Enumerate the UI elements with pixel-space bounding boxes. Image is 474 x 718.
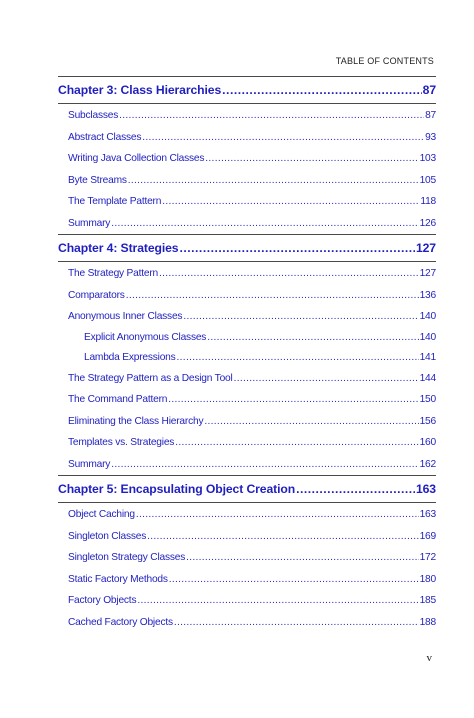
entry-label: Byte Streams [68, 174, 127, 186]
dot-leader [234, 368, 419, 390]
entry-label: Explicit Anonymous Classes [84, 331, 207, 343]
entry-page-number: 140 [419, 331, 436, 343]
entry-page-number: 105 [419, 174, 436, 186]
toc-entry[interactable] [58, 612, 436, 634]
toc-subentry[interactable] [58, 328, 436, 348]
dot-leader [177, 348, 419, 368]
toc-entry[interactable] [58, 285, 436, 307]
entry-label: Factory Objects [68, 595, 137, 606]
toc-entry[interactable] [58, 411, 436, 433]
entry-label: Subclasses [68, 110, 119, 121]
table-of-contents [58, 76, 436, 633]
dot-leader [142, 127, 424, 149]
toc-entry[interactable] [58, 170, 436, 192]
entry-page-number: 103 [419, 153, 436, 164]
toc-entry[interactable] [58, 504, 436, 526]
entry-page-number: 118 [420, 196, 436, 207]
entry-page-number: 172 [419, 552, 436, 563]
entry-page-number: 188 [419, 616, 436, 628]
entry-label: Summary [68, 458, 111, 470]
entry-label: The Command Pattern [68, 394, 168, 405]
toc-entry[interactable] [58, 127, 436, 149]
dot-leader [147, 526, 418, 548]
entry-page-number: 87 [425, 110, 436, 121]
entry-page-number: 185 [419, 595, 436, 606]
entry-label: Eliminating the Class Hierarchy [68, 415, 204, 427]
toc-chapter-3[interactable] [58, 77, 436, 103]
toc-entry[interactable] [58, 148, 436, 170]
entry-label: Abstract Classes [68, 131, 142, 143]
dot-leader [136, 504, 419, 526]
dot-leader [159, 263, 419, 285]
chapter-title: Chapter 3: Class Hierarchies [58, 83, 222, 97]
entry-label: Anonymous Inner Classes [68, 311, 183, 322]
entry-label: The Template Pattern [68, 196, 162, 207]
entry-label: Lambda Expressions [84, 351, 176, 363]
chapter-page-number: 127 [415, 241, 436, 255]
dot-leader [205, 148, 418, 170]
dot-leader [126, 285, 419, 307]
toc-chapter-4[interactable] [58, 235, 436, 261]
dot-leader [186, 547, 418, 569]
dot-leader [137, 590, 418, 612]
dot-leader [111, 454, 418, 476]
chapter-title: Chapter 4: Strategies [58, 241, 179, 255]
chapter-page-number: 87 [422, 83, 436, 97]
toc-entry[interactable] [58, 306, 436, 328]
dot-leader [180, 235, 415, 261]
toc-subentry[interactable] [58, 348, 436, 368]
toc-entry[interactable] [58, 454, 436, 476]
toc-entry[interactable] [58, 432, 436, 454]
entry-page-number: 160 [419, 437, 436, 448]
dot-leader [111, 213, 418, 235]
dot-leader [222, 77, 421, 103]
entry-page-number: 136 [419, 289, 436, 301]
chapter-title: Chapter 5: Encapsulating Object Creation [58, 482, 296, 496]
running-header: TABLE OF CONTENTS [335, 56, 434, 66]
dot-leader [175, 432, 418, 454]
page-number: v [426, 652, 432, 664]
entry-label: Comparators [68, 289, 125, 301]
toc-entry[interactable] [58, 191, 436, 213]
entry-page-number: 140 [419, 311, 436, 322]
entry-page-number: 93 [425, 131, 436, 143]
entry-page-number: 169 [419, 530, 436, 542]
toc-entry[interactable] [58, 526, 436, 548]
dot-leader [162, 191, 419, 213]
toc-entry[interactable] [58, 389, 436, 411]
toc-entry[interactable] [58, 105, 436, 127]
entry-page-number: 141 [419, 351, 436, 363]
entry-label: Singleton Classes [68, 530, 147, 542]
entry-page-number: 162 [419, 458, 436, 470]
dot-leader [204, 411, 418, 433]
entry-label: Singleton Strategy Classes [68, 552, 186, 563]
entry-label: The Strategy Pattern as a Design Tool [68, 372, 233, 384]
toc-chapter-5[interactable] [58, 476, 436, 502]
entry-label: Cached Factory Objects [68, 616, 173, 628]
dot-leader [207, 328, 418, 348]
entry-page-number: 156 [419, 415, 436, 427]
dot-leader [119, 105, 424, 127]
entry-label: The Strategy Pattern [68, 268, 159, 279]
entry-label: Writing Java Collection Classes [68, 153, 205, 164]
dot-leader [128, 170, 419, 192]
toc-entry[interactable] [58, 569, 436, 591]
dot-leader [169, 569, 419, 591]
toc-entry[interactable] [58, 263, 436, 285]
dot-leader [174, 612, 419, 634]
entry-page-number: 127 [419, 268, 436, 279]
entry-page-number: 150 [419, 394, 436, 405]
dot-leader [183, 306, 418, 328]
toc-entry[interactable] [58, 547, 436, 569]
toc-entry[interactable] [58, 213, 436, 235]
entry-label: Static Factory Methods [68, 573, 168, 585]
entry-page-number: 163 [419, 509, 436, 520]
entry-page-number: 126 [419, 217, 436, 229]
chapter-page-number: 163 [415, 482, 436, 496]
entry-page-number: 180 [419, 573, 436, 585]
entry-label: Templates vs. Strategies [68, 437, 175, 448]
entry-label: Object Caching [68, 509, 135, 520]
toc-entry[interactable] [58, 590, 436, 612]
toc-entry[interactable] [58, 368, 436, 390]
entry-label: Summary [68, 217, 111, 229]
dot-leader [168, 389, 418, 411]
dot-leader [296, 476, 415, 502]
entry-page-number: 144 [419, 372, 436, 384]
